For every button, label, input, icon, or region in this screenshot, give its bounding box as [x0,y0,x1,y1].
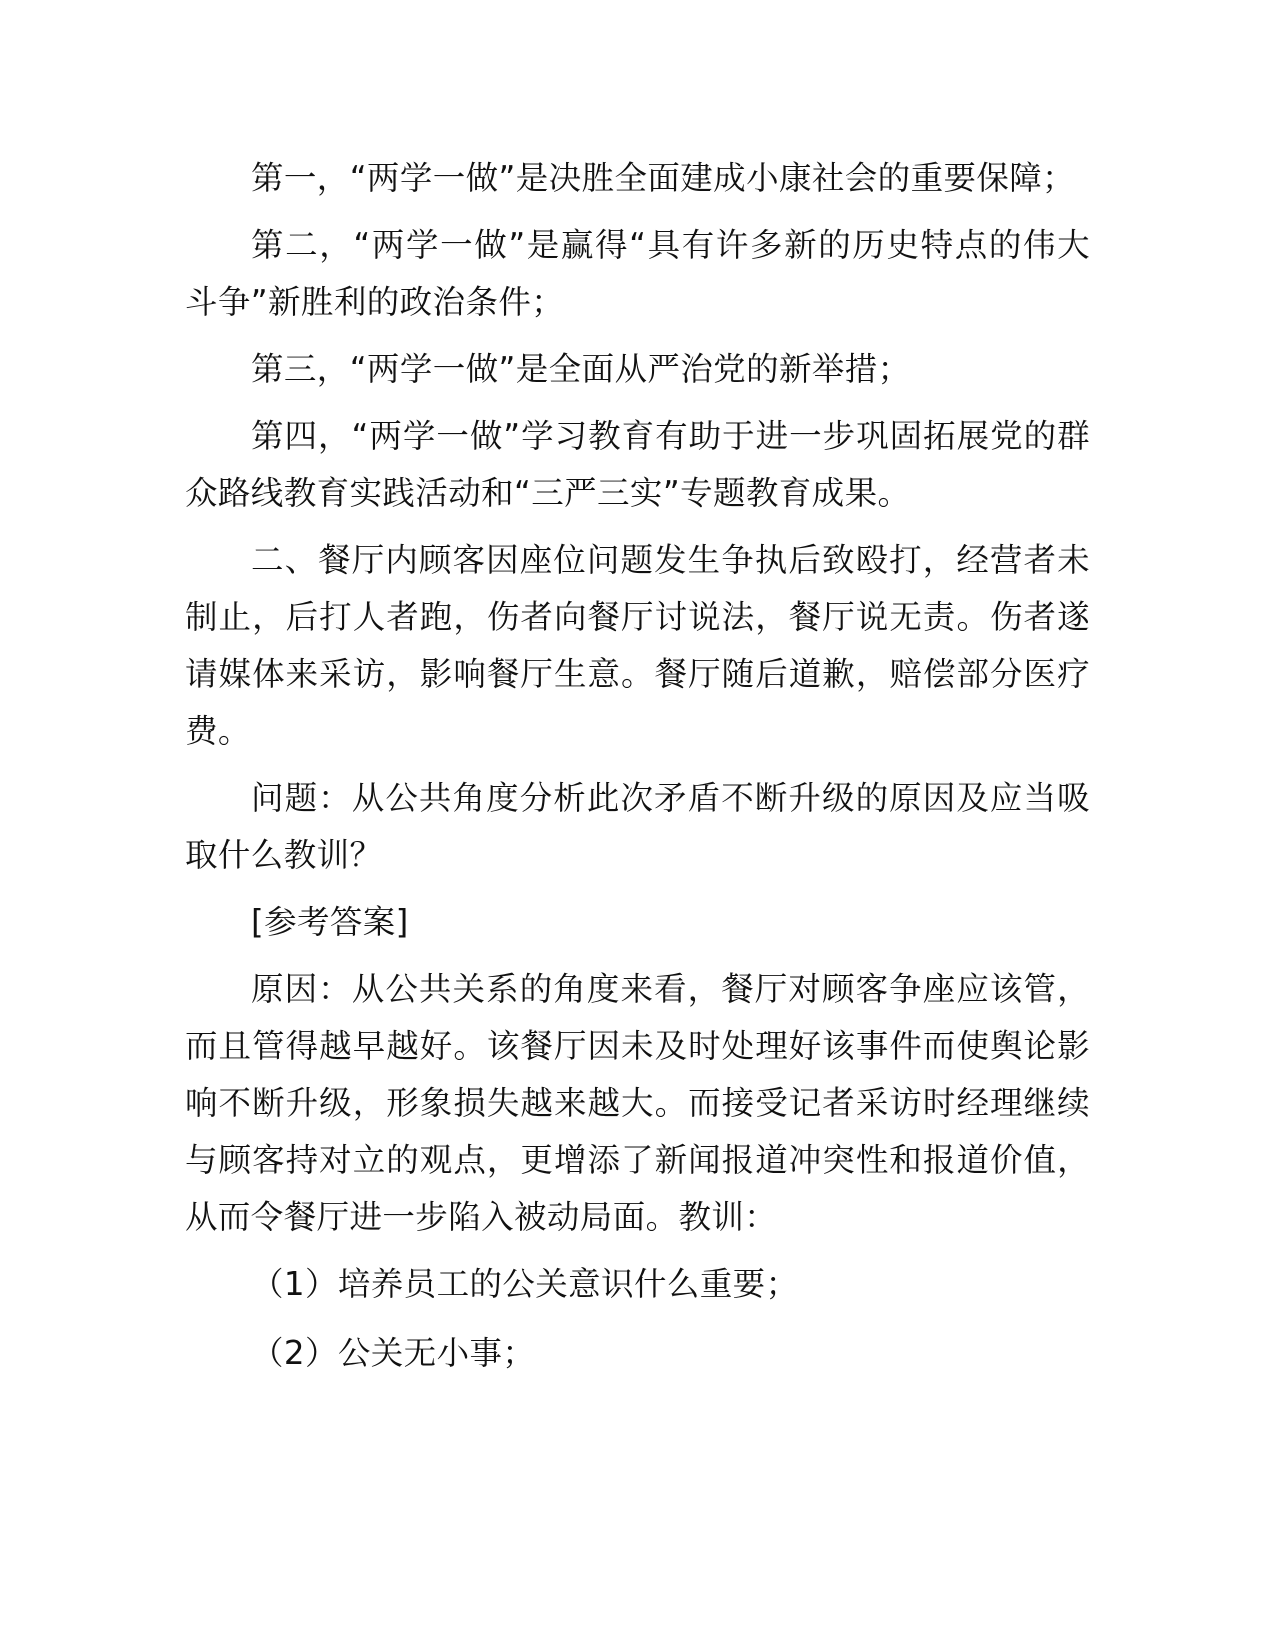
paragraph-point-one: 第一，“两学一做”是决胜全面建成小康社会的重要保障； [251,159,1076,197]
paragraph-case-description: 二、餐厅内顾客因座位问题发生争执后致殴打，经营者未制止，后打人者跑，伤者向餐厅讨说法，餐厅说无责。伤者遂请媒体来采访，影响餐厅生意。餐厅随后道歉，赔偿部分医疗费。 [185,541,1090,750]
document-page [185,150,1090,1394]
list-item-lesson-1: （1）培养员工的公关意识什么重要； [251,1265,799,1303]
paragraph-point-two: 第二，“两学一做”是赢得“具有许多新的历史特点的伟大斗争”新胜利的政治条件； [185,226,1090,321]
paragraph-question: 问题：从公共角度分析此次矛盾不断升级的原因及应当吸取什么教训？ [185,779,1090,874]
paragraph-answer-reason: 原因：从公共关系的角度来看，餐厅对顾客争座应该管，而且管得越早越好。该餐厅因未及时处理好该事件而使舆论影响不断升级，形象损失越来越大。而接受记者采访时经理继续与顾客持对立的观点，更增添了新闻报道冲突性和报道价值，从而令餐厅进一步陷入被动局面。教训： [185,970,1090,1236]
paragraph-answer-heading: [参考答案] [251,903,409,941]
paragraph-point-three: 第三，“两学一做”是全面从严治党的新举措； [251,350,911,388]
list-item-lesson-2: （2）公关无小事； [251,1334,536,1372]
paragraph-point-four: 第四，“两学一做”学习教育有助于进一步巩固拓展党的群众路线教育实践活动和“三严三实”专题教育成果。 [185,417,1090,512]
